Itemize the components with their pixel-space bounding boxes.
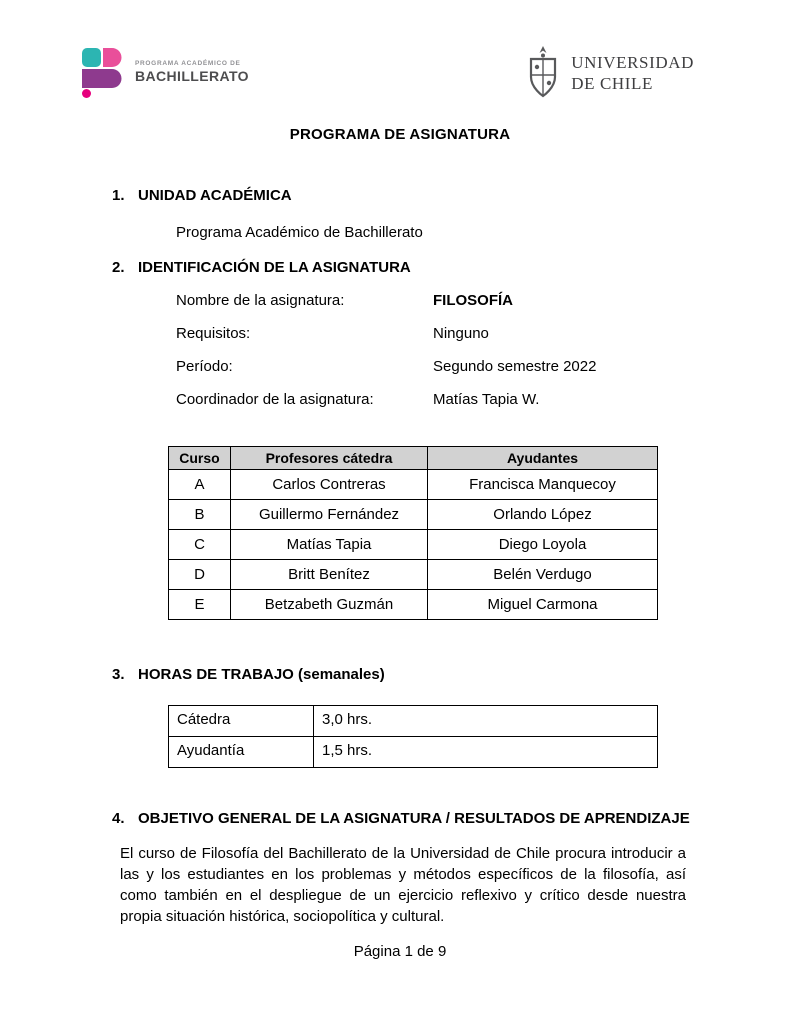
ayudante-cell: Orlando López	[428, 500, 658, 530]
field-value: Matías Tapia W.	[433, 391, 540, 408]
course-table-header-ayudantes: Ayudantes	[428, 447, 658, 470]
field-label: Requisitos:	[176, 325, 251, 342]
field-row-nombre	[176, 292, 800, 309]
section-4-heading	[112, 810, 800, 827]
course-cell: D	[169, 560, 231, 590]
hours-value-cell: 3,0 hrs.	[314, 706, 658, 737]
profesor-cell: Betzabeth Guzmán	[231, 590, 428, 620]
ayudante-cell: Belén Verdugo	[428, 560, 658, 590]
course-cell: B	[169, 500, 231, 530]
field-label: Coordinador de la asignatura:	[176, 391, 374, 408]
section-3-number: 3.	[112, 666, 125, 683]
section-2-heading	[112, 259, 800, 276]
table-row	[169, 500, 658, 530]
table-row	[169, 706, 658, 737]
bachillerato-logo	[80, 46, 249, 98]
field-row-periodo	[176, 358, 800, 375]
field-row-coordinador	[176, 391, 800, 408]
course-cell: E	[169, 590, 231, 620]
uchile-logo-line1: UNIVERSIDAD	[571, 52, 694, 72]
hours-value-cell: 1,5 hrs.	[314, 737, 658, 768]
uchile-logo-text	[571, 52, 694, 95]
page-title: PROGRAMA DE ASIGNATURA	[289, 126, 511, 143]
profesor-cell: Carlos Contreras	[231, 470, 428, 500]
section-1-content: Programa Académico de Bachillerato	[176, 224, 423, 241]
uchile-crest-icon	[525, 46, 561, 100]
ayudante-cell: Diego Loyola	[428, 530, 658, 560]
section-1-title: UNIDAD ACADÉMICA	[138, 187, 292, 204]
table-row	[169, 590, 658, 620]
table-row	[169, 737, 658, 768]
header	[0, 0, 800, 100]
profesor-cell: Matías Tapia	[231, 530, 428, 560]
bachillerato-logo-icon	[80, 46, 126, 98]
identification-fields	[176, 292, 800, 408]
table-row	[169, 530, 658, 560]
section-3-title: HORAS DE TRABAJO (semanales)	[138, 666, 385, 683]
bachillerato-logo-small-text: PROGRAMA ACADÉMICO DE	[135, 60, 241, 67]
profesor-cell: Guillermo Fernández	[231, 500, 428, 530]
section-1-number: 1.	[112, 187, 125, 204]
course-cell: A	[169, 470, 231, 500]
ayudante-cell: Francisca Manquecoy	[428, 470, 658, 500]
course-cell: C	[169, 530, 231, 560]
bachillerato-logo-text	[135, 60, 249, 84]
hours-table	[168, 705, 658, 768]
field-value: Segundo semestre 2022	[433, 358, 597, 375]
course-table-header-row	[169, 447, 658, 470]
course-table	[168, 446, 658, 620]
course-table-header-profesores: Profesores cátedra	[231, 447, 428, 470]
section-3-heading	[112, 666, 800, 683]
uchile-logo-line2: DE CHILE	[571, 74, 653, 93]
section-4-title: OBJETIVO GENERAL DE LA ASIGNATURA / RESULTADOS DE APRENDIZAJE	[138, 810, 690, 827]
page-number: Página 1 de 9	[353, 943, 447, 960]
field-row-requisitos	[176, 325, 800, 342]
section-2-title: IDENTIFICACIÓN DE LA ASIGNATURA	[138, 259, 411, 276]
field-label: Período:	[176, 358, 233, 375]
hours-label-cell: Ayudantía	[169, 737, 314, 768]
bachillerato-logo-big-text: BACHILLERATO	[135, 68, 249, 84]
field-value: Ninguno	[433, 325, 489, 342]
uchile-logo	[525, 46, 694, 100]
field-label: Nombre de la asignatura:	[176, 292, 345, 309]
course-table-header-curso: Curso	[169, 447, 231, 470]
section-4-number: 4.	[112, 810, 125, 827]
objective-paragraph: El curso de Filosofía del Bachillerato de la Universidad de Chile procura introducir a las y los estudiantes en los problemas y métodos específicos de la filosofía, así como también en el despliegue de un ejercicio reflexivo y crítico desde nuestra propia situación histórica, sociopolítica y cultural.	[120, 845, 686, 925]
hours-label-cell: Cátedra	[169, 706, 314, 737]
section-1-heading	[112, 187, 800, 204]
section-2-number: 2.	[112, 259, 125, 276]
table-row	[169, 560, 658, 590]
table-row	[169, 470, 658, 500]
ayudante-cell: Miguel Carmona	[428, 590, 658, 620]
field-value: FILOSOFÍA	[433, 292, 513, 309]
profesor-cell: Britt Benítez	[231, 560, 428, 590]
